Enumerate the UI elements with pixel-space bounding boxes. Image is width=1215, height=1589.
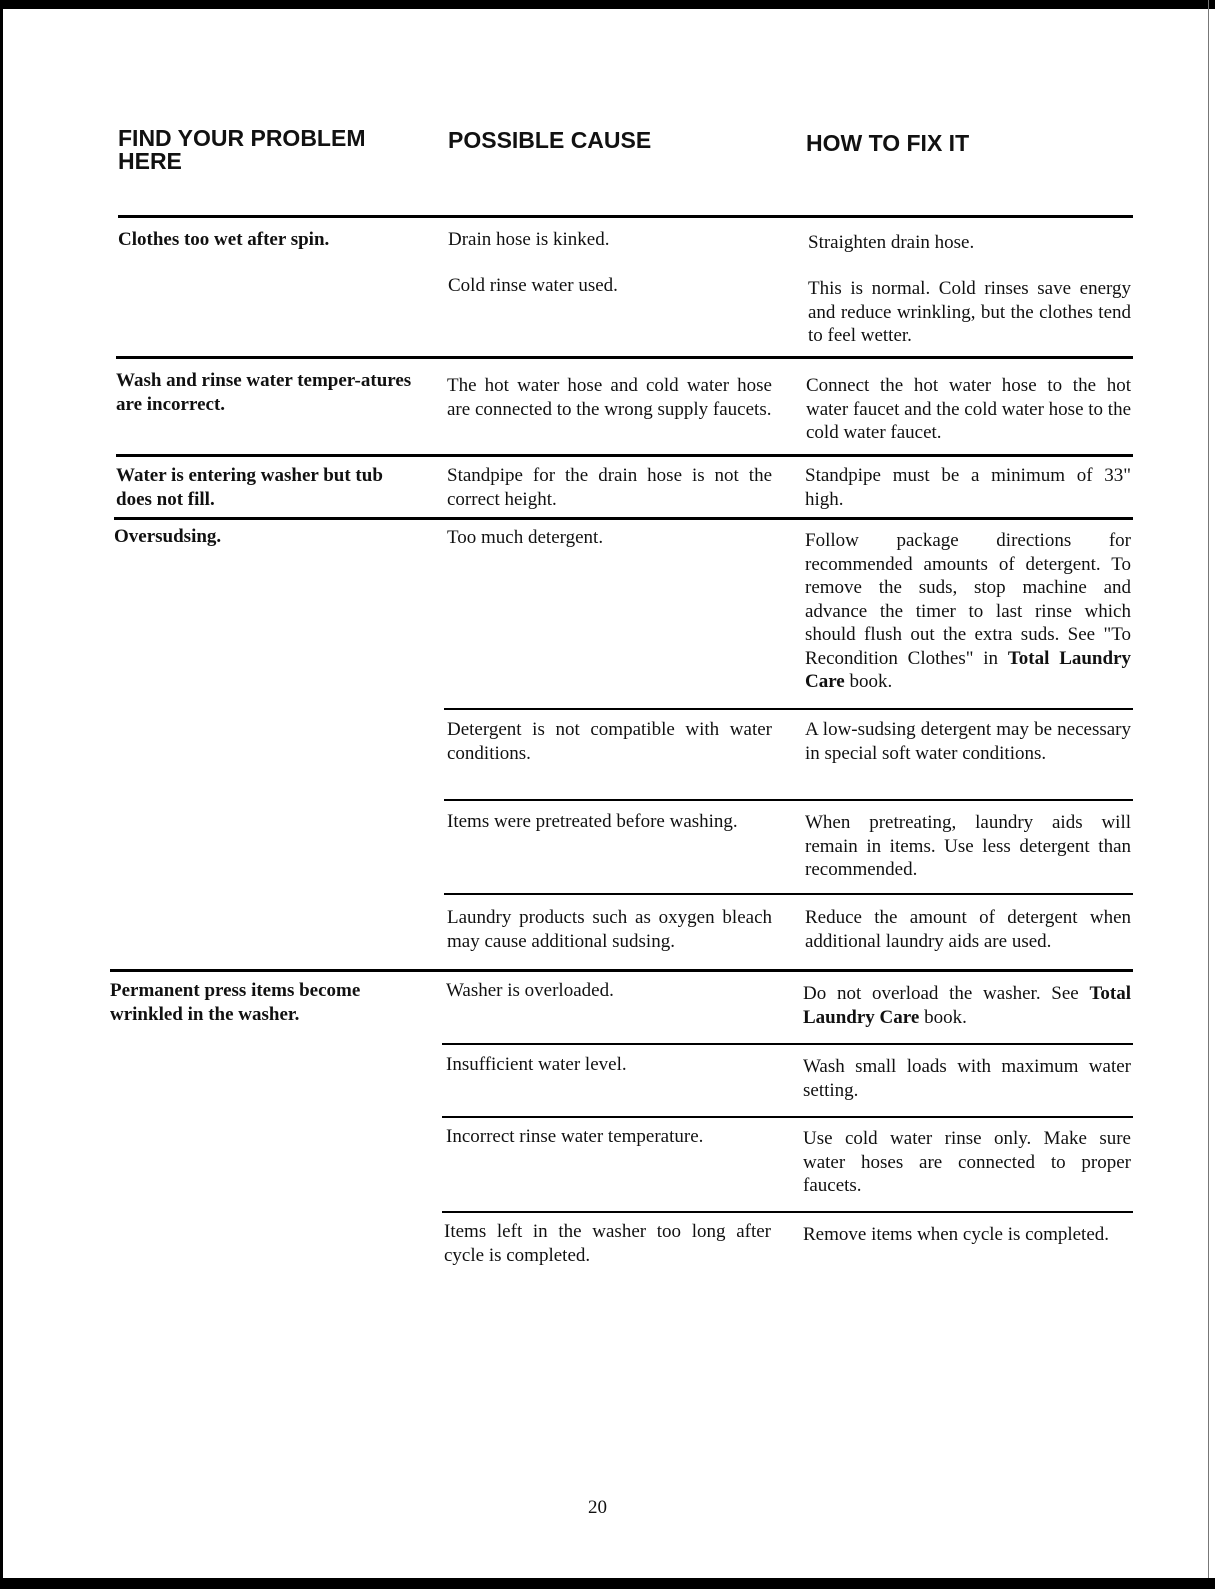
cause-rule — [442, 1211, 1133, 1213]
cause-text: Insufficient water level. — [446, 1054, 627, 1075]
fix-text: Standpipe must be a minimum of 33" high. — [805, 465, 1131, 510]
fix-text: Follow package directions for recommended amounts of detergent. To remove the suds, stop machine and advance the timer to last rinse which should flush out the extra suds. See "To Recondition Clothes" in Total Laundry Care book. — [805, 530, 1131, 692]
row-rule — [114, 517, 1133, 520]
header-problem-line2: HERE — [118, 148, 182, 174]
problem-text: Water is entering washer but tub does not fill. — [116, 465, 383, 510]
cause-text: Washer is overloaded. — [446, 980, 614, 1001]
row-rule — [116, 356, 1133, 359]
cause-text: Detergent is not compatible with water conditions. — [447, 719, 772, 764]
page-border-right — [1208, 0, 1209, 1589]
fix-text: A low-sudsing detergent may be necessary in special soft water conditions. — [805, 719, 1131, 764]
fix-text: This is normal. Cold rinses save energy and reduce wrinkling, but the clothes tend to feel wetter. — [808, 278, 1131, 346]
fix-text: Use cold water rinse only. Make sure water hoses are connected to proper faucets. — [803, 1128, 1131, 1196]
cause-rule — [444, 799, 1133, 801]
column-header-cause: POSSIBLE CAUSE — [448, 127, 652, 153]
cause-text: Items were pretreated before washing. — [447, 811, 738, 832]
cause-text: Items left in the washer too long after cycle is completed. — [444, 1221, 771, 1266]
cause-text: Standpipe for the drain hose is not the correct height. — [447, 465, 772, 510]
header-rule — [118, 215, 1133, 218]
page-border-left — [0, 0, 3, 1589]
fix-text: Reduce the amount of detergent when additional laundry aids are used. — [805, 907, 1131, 952]
problem-text: Permanent press items become wrinkled in the washer. — [110, 980, 361, 1025]
problem-text: Oversudsing. — [114, 526, 222, 547]
column-header-fix: HOW TO FIX IT — [806, 130, 970, 156]
cause-text: The hot water hose and cold water hose are connected to the wrong supply faucets. — [447, 375, 772, 420]
fix-text: Connect the hot water hose to the hot water faucet and the cold water hose to the cold water faucet. — [806, 375, 1131, 443]
page-border-top — [0, 0, 1215, 9]
cause-rule — [444, 893, 1133, 895]
row-rule — [116, 454, 1133, 457]
header-problem-line1: FIND YOUR PROBLEM — [118, 125, 366, 151]
cause-text: Drain hose is kinked. — [448, 229, 610, 250]
cause-rule — [442, 1116, 1133, 1118]
cause-rule — [444, 708, 1133, 710]
fix-text: Remove items when cycle is completed. — [803, 1224, 1110, 1245]
page-border-bottom — [0, 1578, 1215, 1589]
fix-text: When pretreating, laundry aids will remain in items. Use less detergent than recommended. — [805, 812, 1131, 880]
cause-text: Cold rinse water used. — [448, 275, 618, 296]
fix-text: Do not overload the washer. See Total Laundry Care book. — [803, 983, 1131, 1028]
problem-text: Clothes too wet after spin. — [118, 229, 330, 250]
row-rule — [110, 969, 1133, 972]
cause-rule — [442, 1043, 1133, 1045]
column-header-problem — [118, 127, 365, 173]
fix-text: Wash small loads with maximum water setting. — [803, 1056, 1131, 1101]
page-number: 20 — [588, 1497, 607, 1518]
cause-text: Laundry products such as oxygen bleach may cause additional sudsing. — [447, 907, 772, 952]
fix-text: Straighten drain hose. — [808, 232, 975, 253]
cause-text: Incorrect rinse water temperature. — [446, 1126, 704, 1147]
problem-text: Wash and rinse water temper-atures are incorrect. — [116, 370, 412, 415]
cause-text: Too much detergent. — [447, 527, 604, 548]
